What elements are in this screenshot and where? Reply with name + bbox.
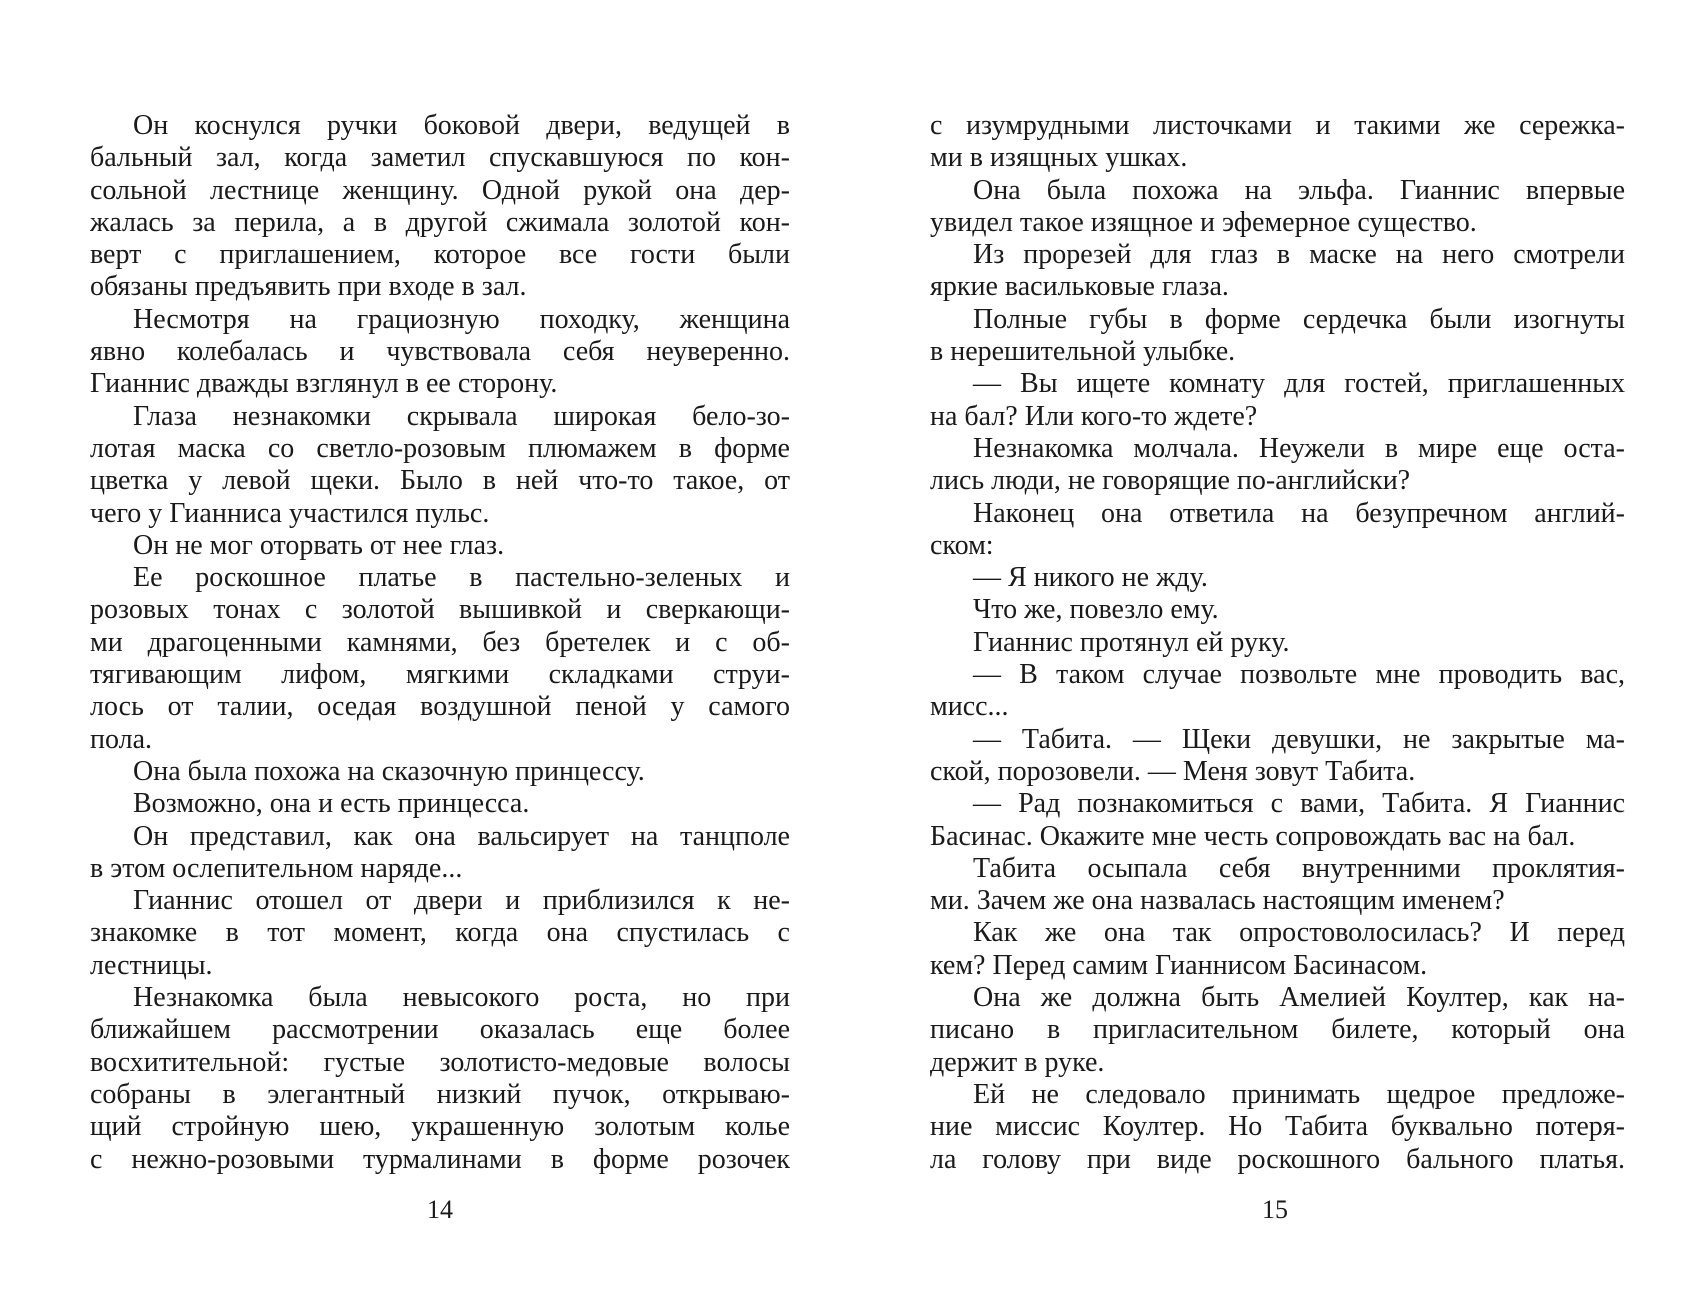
left-page-text [90, 110, 790, 1176]
text-line: ми драгоценными камнями, без бретелек и с об- [90, 626, 790, 658]
text-line: Что же, повезло ему. [973, 594, 1219, 626]
text-line: Он представил, как она вальсирует на танцполе [133, 820, 790, 852]
text-line: Из прорезей для глаз в маске на него смотрели [973, 239, 1625, 271]
text-line: Гианнис дважды взглянул в ее сторону. [90, 368, 558, 400]
text-line: Ее роскошное платье в пастельно-зеленых и [133, 562, 790, 594]
text-line: увидел такое изящное и эфемерное существо. [930, 206, 1477, 238]
text-line: яркие васильковые глаза. [930, 271, 1229, 303]
text-line: Гианнис отошел от двери и приблизился к не- [133, 885, 790, 917]
right-page [930, 110, 1625, 1176]
text-line: Ей не следовало принимать щедрое предложе- [973, 1078, 1625, 1110]
text-line: восхитительной: густые золотисто-медовые волосы [90, 1046, 790, 1078]
text-line: ние миссис Коултер. Но Табита буквально потеря- [930, 1111, 1625, 1143]
left-page [90, 110, 790, 1176]
text-line: лось от талии, оседая воздушной пеной у самого [90, 691, 790, 723]
text-line: Незнакомка молчала. Неужели в мире еще оста- [973, 432, 1625, 464]
text-line: писано в пригласительном билете, который она [930, 1014, 1625, 1046]
text-line: в этом ослепительном наряде... [90, 852, 463, 884]
text-line: Несмотря на грациозную походку, женщина [133, 303, 790, 335]
text-line: Басинас. Окажите мне честь сопровождать вас на бал. [930, 820, 1576, 852]
text-line: цветка у левой щеки. Было в ней что-то такое, от [90, 465, 790, 497]
text-line: мисс... [930, 691, 1009, 723]
text-line: Табита осыпала себя внутренними проклятия- [973, 852, 1625, 884]
text-line: — Вы ищете комнату для гостей, приглашенных [973, 368, 1625, 400]
text-line: Она была похожа на сказочную принцессу. [133, 755, 645, 787]
text-line: пола. [90, 723, 153, 755]
text-line: лись люди, не говорящие по-английски? [930, 465, 1411, 497]
text-line: на бал? Или кого-то ждете? [930, 400, 1258, 432]
text-line: Он коснулся ручки боковой двери, ведущей в [133, 110, 790, 141]
text-line: Гианнис протянул ей руку. [973, 626, 1290, 658]
text-line: — Табита. — Щеки девушки, не закрытые ма- [973, 723, 1625, 755]
text-line: лотая маска со светло-розовым плюмажем в форме [90, 432, 790, 464]
text-line: ла голову при виде роскошного бального платья. [930, 1143, 1625, 1175]
text-line: держит в руке. [930, 1046, 1105, 1078]
text-line: с изумрудными листочками и такими же сережка- [930, 110, 1625, 141]
text-line: ской, порозовели. — Меня зовут Табита. [930, 755, 1416, 787]
text-line: знакомке в тот момент, когда она спустилась с [90, 917, 790, 949]
text-line: Наконец она ответила на безупречном англий- [973, 497, 1625, 529]
text-line: Он не мог оторвать от нее глаз. [133, 529, 505, 561]
text-line: ском: [930, 529, 994, 561]
page-number-right: 15 [1262, 1195, 1288, 1224]
text-line: обязаны предъявить при входе в зал. [90, 271, 527, 303]
text-line: кем? Перед самим Гианнисом Басинасом. [930, 949, 1428, 981]
right-page-text [930, 110, 1625, 1176]
text-line: щий стройную шею, украшенную золотым колье [90, 1111, 790, 1143]
text-line: Она же должна быть Амелией Коултер, как на- [973, 982, 1625, 1014]
text-line: Как же она так опростоволосилась? И перед [973, 917, 1625, 949]
text-line: ближайшем рассмотрении оказалась еще более [90, 1014, 790, 1046]
text-line: — Я никого не жду. [973, 562, 1208, 594]
text-line: тягивающим лифом, мягкими складками струи- [90, 659, 790, 691]
text-line: Полные губы в форме сердечка были изогнуты [973, 303, 1625, 335]
text-line: ми. Зачем же она назвалась настоящим именем? [930, 885, 1505, 917]
text-line: — В таком случае позвольте мне проводить вас, [973, 659, 1625, 691]
text-line: сольной лестнице женщину. Одной рукой она дер- [90, 174, 790, 206]
text-line: лестницы. [90, 949, 213, 981]
text-line: — Рад познакомиться с вами, Табита. Я Гианнис [973, 788, 1625, 820]
text-line: чего у Гианниса участился пульс. [90, 497, 490, 529]
text-line: в нерешительной улыбке. [930, 336, 1236, 368]
text-line: бальный зал, когда заметил спускавшуюся по кон- [90, 142, 790, 174]
text-line: Незнакомка была невысокого роста, но при [133, 982, 790, 1014]
text-line: собраны в элегантный низкий пучок, открываю- [90, 1078, 790, 1110]
page-number-left: 14 [427, 1195, 453, 1224]
text-line: Возможно, она и есть принцесса. [133, 788, 530, 820]
text-line: с нежно-розовыми турмалинами в форме розочек [90, 1143, 790, 1175]
text-line: ми в изящных ушках. [930, 142, 1188, 174]
text-line: явно колебалась и чувствовала себя неуверенно. [90, 336, 790, 368]
text-line: розовых тонах с золотой вышивкой и сверкающи- [90, 594, 790, 626]
text-line: верт с приглашением, которое все гости были [90, 239, 790, 271]
text-line: жалась за перила, а в другой сжимала золотой кон- [90, 206, 790, 238]
text-line: Глаза незнакомки скрывала широкая бело-зо- [133, 400, 790, 432]
text-line: Она была похожа на эльфа. Гианнис впервые [973, 174, 1625, 206]
